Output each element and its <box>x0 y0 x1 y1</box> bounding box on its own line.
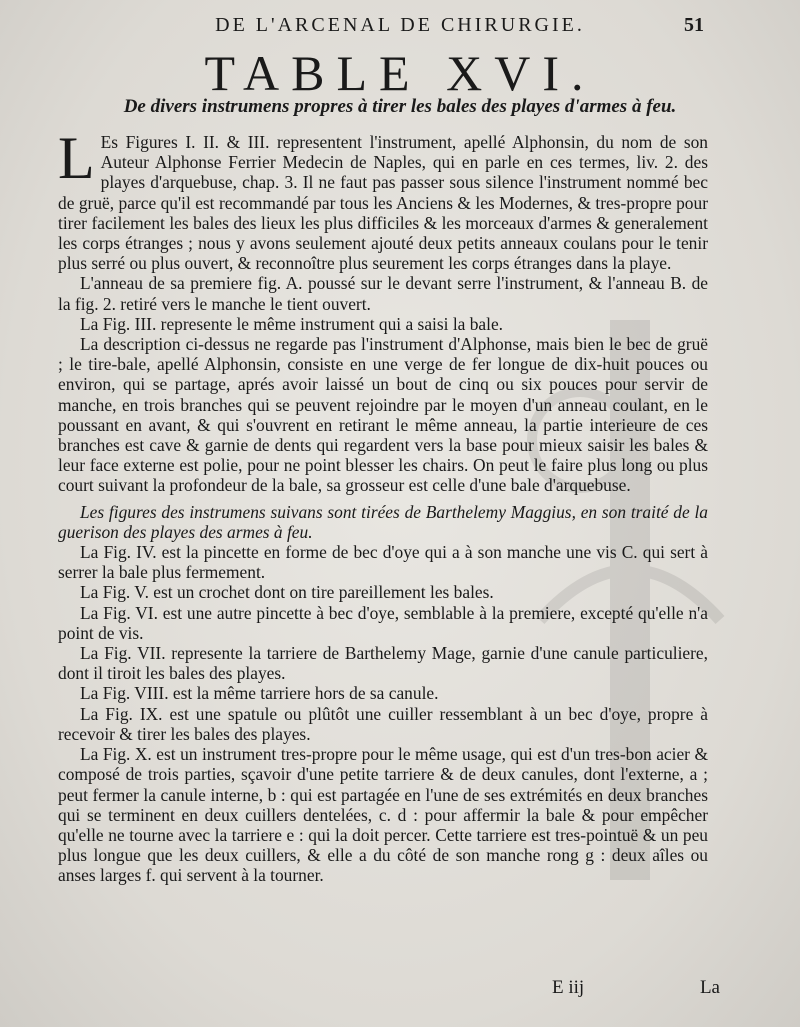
paragraph: La Fig. VII. represente la tarriere de Barthelemy Mage, garnie d'une canule particuliere, dont il tiroit les bales des playes. <box>58 643 708 684</box>
table-title: TABLE XVI. <box>204 45 596 101</box>
paragraph <box>58 125 708 274</box>
paragraph: La Fig. V. est un crochet dont on tire pareillement les bales. <box>80 582 494 603</box>
paragraph: La Fig. X. est un instrument tres-propre pour le même usage, qui est d'un tres-bon acier & composé de trois parties, sçavoir d'une petite tarriere & de deux canules, dont l'externe, a ; peut fermer la canule interne, b : qui est partagée en l'une de ses extrémités en deux branches qui se terminent en deux cuillers dentelées, c. d : pour affermir la bale & pour empêcher qu'elle ne tourne avec la tarriere e : qui la doit percer. Cette tarriere est tres-pointuë & un peu plus longue que les deux cuillers, & elle a du côté de son manche rong g : deux aîles ou anses larges f. qui servent à la tourner. <box>58 744 708 886</box>
paragraph: La Fig. IV. est la pincette en forme de bec d'oye qui a à son manche une vis C. qui sert à serrer la bale plus fermement. <box>58 542 708 583</box>
paragraph: La description ci-dessus ne regarde pas l'instrument d'Alphonse, mais bien le bec de gruë ; le tire-bale, apellé Alphonsin, consiste en une verge de fer longue de dix-huit pouces ou environ, qui se partage, aprés avoir laissé un bout de cinq ou six pouces pour servir de manche, en trois branches qui se peuvent rejoindre par le moyen d'un anneau coulant, en le poussant en avant, & qui s'ouvrent en retirant le même anneau, la partie interieure de ces branches est cave & garnie de dents qui regardent vers la base pour mieux saisir les bales & leur face externe est polie, pour ne point blesser les chairs. On peut le faire plus long ou plus court suivant la profondeur de la bale, sa grosseur est celle d'une bale d'arquebuse. <box>58 334 708 496</box>
paragraph-italic: Les figures des instrumens suivans sont tirées de Barthelemy Maggius, en son traité de la guerison des playes des armes à feu. <box>58 501 708 542</box>
paragraph: La Fig. IX. est une spatule ou plûtôt une cuiller ressemblant à un bec d'oye, propre à recevoir & tirer les bales des playes. <box>58 703 708 744</box>
signature-mark: E iij <box>552 977 585 998</box>
paragraph: L'anneau de sa premiere fig. A. poussé sur le devant serre l'instrument, & l'anneau B. de la fig. 2. retiré vers le manche le tient ouvert. <box>58 273 708 314</box>
page-number: 51 <box>684 14 704 36</box>
subtitle: De divers instrumens propres à tirer les bales des playes d'armes à feu. <box>123 96 677 117</box>
paragraph: La Fig. III. represente le même instrument qui a saisi la bale. <box>80 313 504 334</box>
running-head: DE L'ARCENAL DE CHIRURGIE. <box>215 14 585 36</box>
catch-word: La <box>699 977 720 998</box>
paragraph: La Fig. VI. est une autre pincette à bec d'oye, semblable à la premiere, excepté qu'elle n'a point de vis. <box>58 602 708 643</box>
body-text <box>58 125 708 886</box>
paragraph: La Fig. VIII. est la même tarriere hors de sa canule. <box>80 683 439 704</box>
drop-cap: L <box>58 125 95 191</box>
paragraph-text: Es Figures I. II. & III. representent l'instrument, apellé Alphonsin, du nom de son Auteur Alphonse Ferrier Medecin de Naples, qui en parle en ces termes, liv. 2. des playes d'arquebuse, chap. 3. Il ne faut pas passer sous silence l'instrument nommé bec de gruë, parce qu'il est recommandé par tous les Anciens & les Modernes, & tres-propre pour tirer facilement les bales des lieux les plus difficiles & les morceaux d'armes & generalement les corps étranges ; nous y avons seulement ajouté deux petits anneaux coulans pour le tenir plus serré ou plus ouvert, & reconnoître plus seurement les corps étranges dans la playe. <box>58 132 708 274</box>
